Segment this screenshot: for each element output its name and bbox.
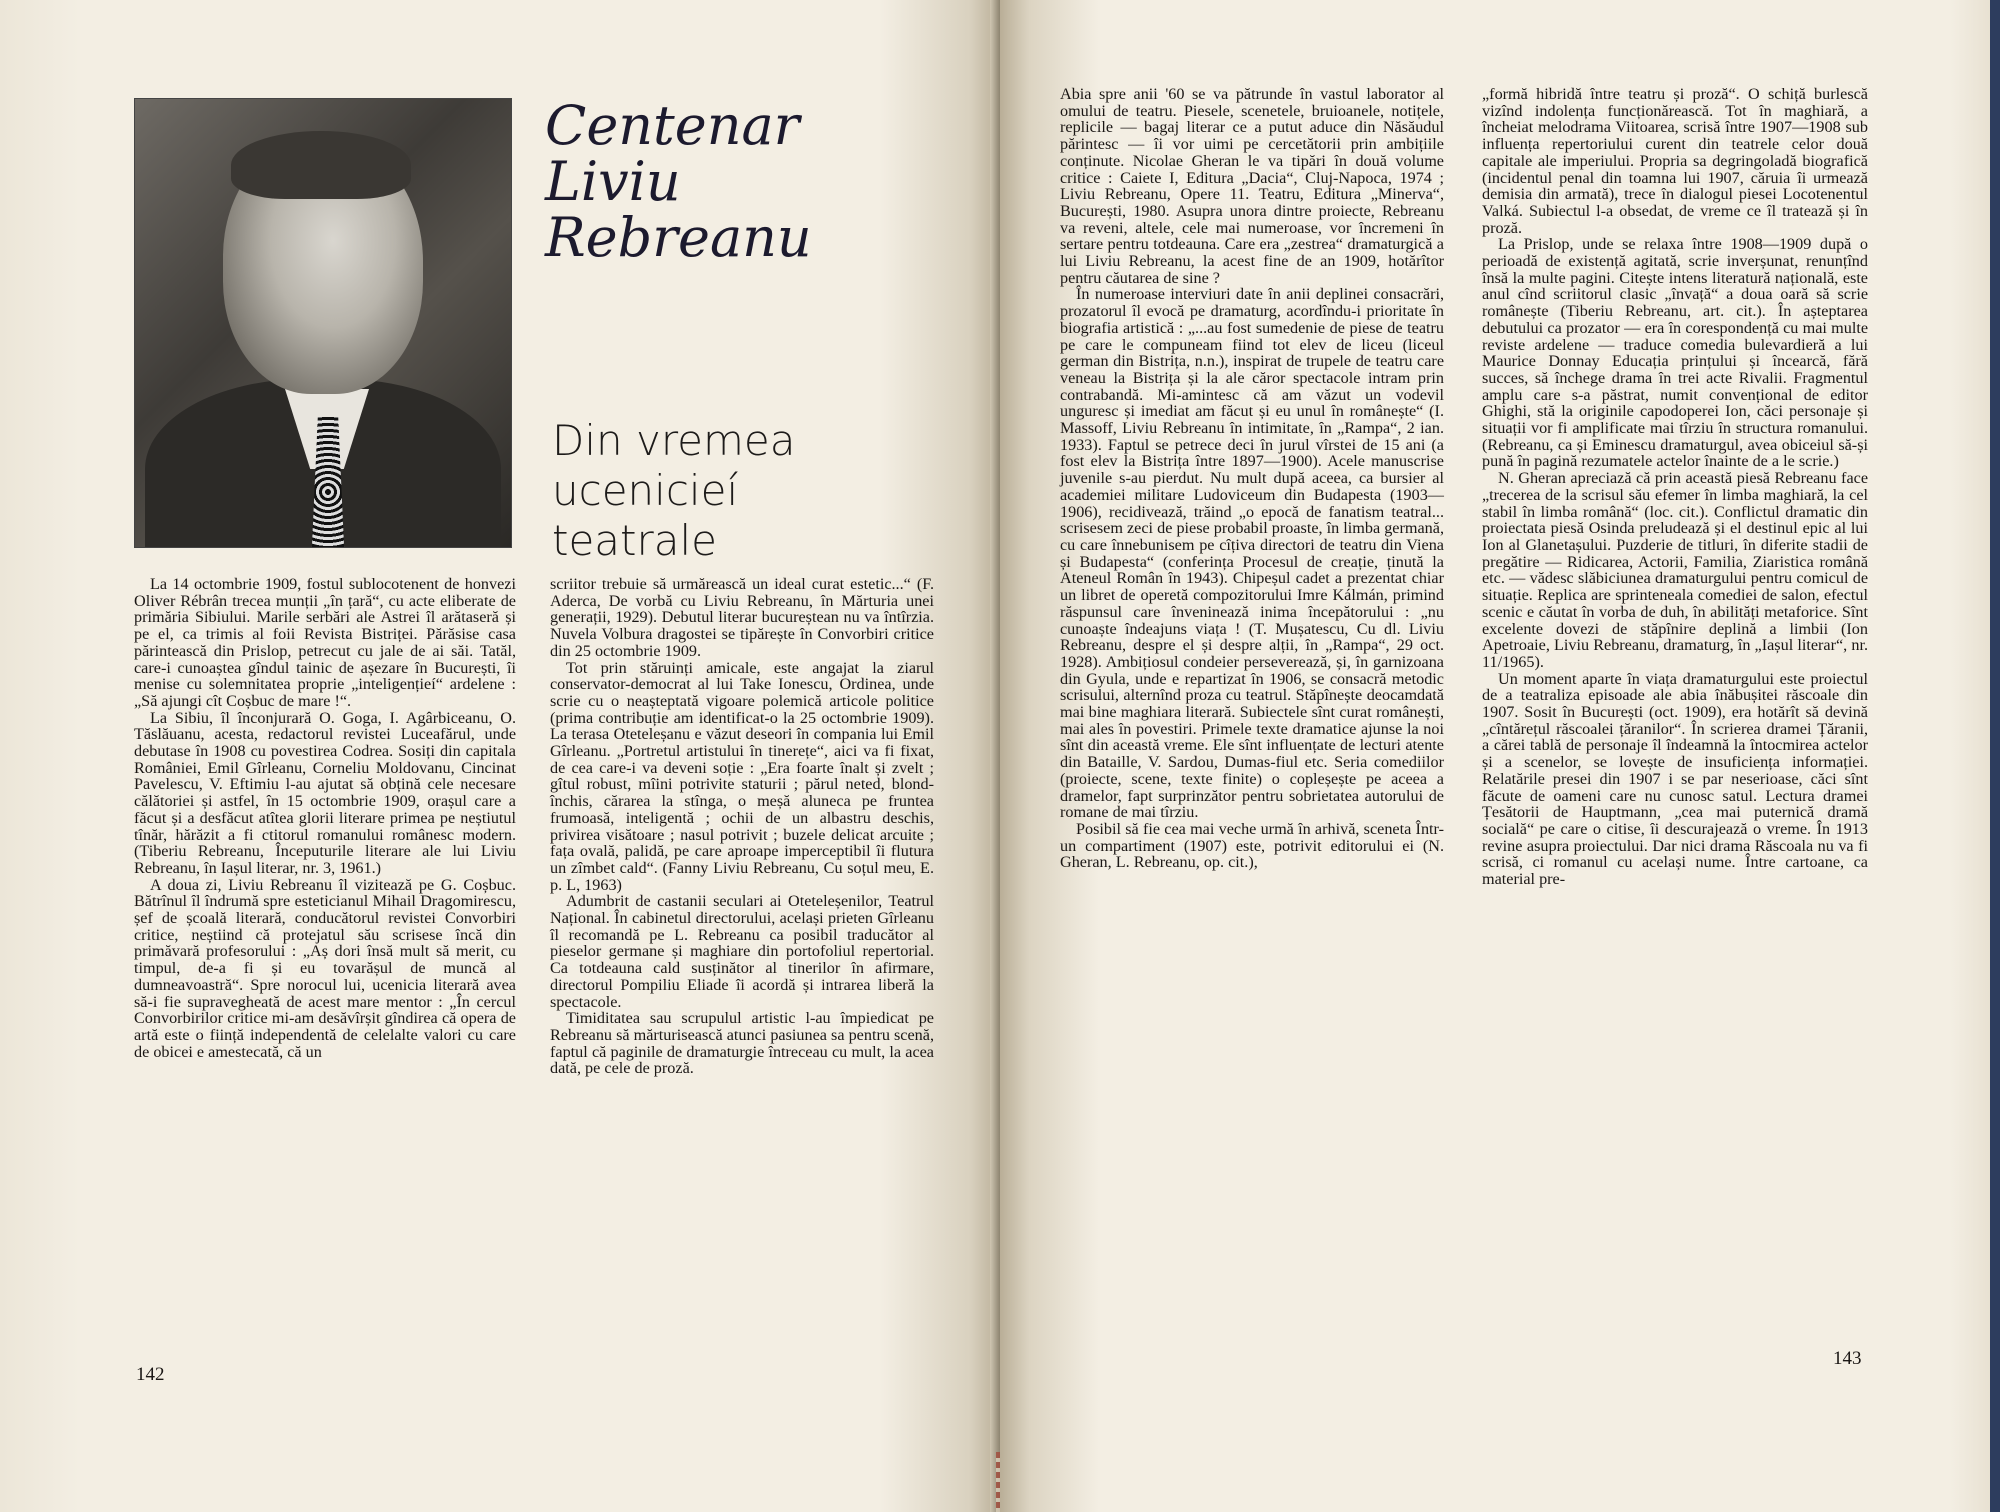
portrait-photo (134, 98, 512, 548)
right-page (1000, 0, 1990, 1512)
paragraph: La Sibiu, îl înconjurară O. Goga, I. Agârbiceanu, O. Tăslăuanu, acesta, redactorul revistei Luceafărul, unde debutase în 1908 cu povestirea Codrea. Sosiți din capitala României, Emil Gîrleanu, Corneliu Moldovanu, Cincinat Pavelescu, V. Eftimiu l-au ajutat să obțină cele necesare călătoriei și astfel, în 15 octombrie 1909, orașul care a făcut și a desfăcut atîtea glorii literare primea pe neștiutul tînăr, hărăzit a fi ctitorul romanului românesc modern. (Tiberiu Rebreanu, Începuturile literare ale lui Liviu Rebreanu, în Iașul literar, nr. 3, 1961.) (134, 708, 516, 877)
paragraph: scriitor trebuie să urmărească un ideal curat estetic...“ (F. Aderca, De vorbă cu Liviu Rebreanu, în Mărturia unei generații, 1929). Debutul literar bucureștean nu va întîrzia. Nuvela Volbura dragostei se tipărește în Convorbiri critice din 25 octombrie 1909. (550, 575, 934, 660)
title-line2: Liviu Rebreanu (545, 150, 812, 269)
paragraph: La Prislop, unde se relaxa între 1908—1909 după o perioadă de existență agitată, scrie inverșunat, renunțînd însă la multe pagini. Citește intens literatură națională, este anul cînd scriitorul clasic „învață“ a doua oară să scrie românește (Tiberiu Rebreanu, art. cit.). În așteptarea debutului ca prozator — era în corespondență cu mai multe reviste ardelene — traduce comedia bulevardieră a lui Maurice Donnay Educația prințului și încearcă, fără succes, să închege drama în trei acte Rivalii. Fragmentul amplu care s-a păstrat, numit convențional de editor Ghighi, stă la originile capodoperei Ion, căci personaje și situații vor fi amplificate mai tîrziu în structura romanului. (Rebreanu, ca și Eminescu dramaturgul, avea obiceiul să-și pună în pagină rezumatele actelor înainte de a le scrie.) (1482, 235, 1868, 471)
paragraph: Tot prin stăruinți amicale, este angajat la ziarul conservator-democrat al lui Take Ionescu, Ordinea, unde scrie cu o neașteptată vigoare polemică articole politice (prima contribuție am identificat-o la 25 octombrie 1909). La terasa Oteteleșanu e văzut deseori în compania lui Emil Gîrleanu. „Portretul artistului în tinerețe“, aici va fi fixat, de cea care-i va deveni soție : „Era foarte înalt și zvelt ; gîtul robust, mîini potrivite staturii ; părul neted, blond-închis, cărarea la stînga, o meșă aluneca pe fruntea frumoasă, inteligentă ; ochii de un albastru deschis, privirea visătoare ; nasul potrivit ; buzele delicat arcuite ; fața ovală, palidă, pe care aproape imperceptibil îi flutura un zîmbet cald“. (Fanny Liviu Rebreanu, Cu soțul meu, E. p. L, 1963) (550, 658, 934, 894)
page-number-right: 143 (1833, 1348, 1862, 1369)
column-4 (1482, 86, 1868, 888)
column-2 (550, 576, 934, 1077)
paragraph: Adumbrit de castanii seculari ai Oteteleșenilor, Teatrul Național. În cabinetul directorului, același prieten Gîrleanu îl recomandă pe L. Rebreanu ca posibil traducător al pieselor germane și maghiare din portofoliul repertorial. Ca totdeauna cald susținător al tinerilor în afirmare, directorul Pompiliu Eliade îi acordă și intrarea liberă la spectacole. (550, 892, 934, 1011)
script-title (545, 94, 925, 269)
paragraph: A doua zi, Liviu Rebreanu îl vizitează pe G. Coșbuc. Bătrînul îl îndrumă spre esteticianul Mihail Dragomirescu, șef de școală literară, conducătorul revistei Convorbiri critice, neștiind că protejatul său scrisese încă din primăvară profesorului : „Aș dori însă mult să merit, cu timpul, de-a fi și eu tovarășul de muncă al dumneavoastră“. Spre norocul lui, ucenicia literară avea să-i fie supravegheată de acest mare mentor : „În cercul Convorbirilor critice mi-am desăvîrșit gîndirea că opera de artă este o ființă independentă de celelalte valori cu care de obicei e amestecată, că un (134, 875, 516, 1061)
portrait-hair (231, 131, 411, 199)
paragraph: Abia spre anii '60 se va pătrunde în vastul laborator al omului de teatru. Piesele, scenetele, bruioanele, notițele, replicile — bagaj literar ce a putut aduce din Năsăudul părintesc — îi vor uimi pe cercetătorii prin ambițiile conținute. Nicolae Gheran le va tipări în două volume critice : Caiete I, Editura „Dacia“, Cluj-Napoca, 1974 ; Liviu Rebreanu, Opere 11. Teatru, Editura „Minerva“, București, 1980. Asupra unora dintre proiecte, Rebreanu va reveni, altele, cele mai numeroase, vor încremeni în sertare pentru totdeauna. Care era „zestrea“ dramaturgică a lui Liviu Rebreanu, la acest fine de an 1909, hotărîtor pentru căutarea de sine ? (1060, 85, 1444, 287)
paragraph: „formă hibridă între teatru și proză“. O schiță burlescă vizînd indolența funcționărească. Tot în maghiară, a încheiat melodrama Viitoarea, scrisă între 1907—1908 sub influența repertoriului curent din teatrele celor două capitale ale imperiului. Propria sa degringoladă biografică (incidentul penal din toamna lui 1907, căruia îi urmează demisia din armată), trece în dialogul piesei Locotenentul Valká. Subiectul l-a obsedat, de vreme ce îl tratează și în proză. (1482, 85, 1868, 237)
paragraph: La 14 octombrie 1909, fostul sublocotenent de honvezi Oliver Rébrân trecea munții „în țară“, cu acte eliberate de primăria Sibiului. Marile serbări ale Astrei îl arătaseră și pe el, ca trimis al foii Revista Bistriței. Părăsise casa părintească din Prislop, petrecut cu jale de ai săi. Tatăl, care-i cunoaștea gîndul tainic de așezare în București, îi menise cu solemnitatea proprie „inteligențieí“ ardelene : „Să ajungi cît Coșbuc de mare !“. (134, 575, 516, 710)
paragraph: Posibil să fie cea mai veche urmă în arhivă, sceneta Într-un compartiment (1907) este, potrivit editorului ei (N. Gheran, L. Rebreanu, op. cit.), (1060, 819, 1444, 872)
paragraph: Timiditatea sau scrupulul artistic l-au împiedicat pe Rebreanu să mărturisească atunci pasiunea sa pentru scenă, faptul că paginile de dramaturgie întreceau cu mult, la acea dată, pe cele de proză. (550, 1009, 934, 1078)
title-line1: Centenar (545, 94, 800, 157)
paragraph: Un moment aparte în viața dramaturgului este proiectul de a teatraliza episoade ale abia înăbușitei răscoale din 1907. Sosit în București (oct. 1909), era hotărît să devină „cîntărețul răscoalei țăranilor“. În scrierea dramei Țăranii, a cărei tablă de personaje îl îndeamnă la întocmirea actelor și a scenelor, se lovește de insuficiența informației. Relatările presei din 1907 i se par neserioase, căci sînt făcute de oameni care nu cunosc satul. Lectura dramei Țesătorii de Hauptmann, „cea mai puternică dramă socială“ pe care o citise, îi descurajează o vreme. În 1913 revine asupra proiectului. Dar nici drama Răscoala nu va fi scrisă, ci romanul cu același nume. Între cartoane, ca material pre- (1482, 669, 1868, 889)
column-1 (134, 576, 516, 1060)
article-headline: Din vremea ucenicieí teatrale (552, 416, 796, 565)
paragraph: În numeroase interviuri date în anii deplinei consacrări, prozatorul îl evocă pe dramaturg, acordîndu-i prioritate în biografia artistică : „...au fost sumedenie de piese de teatru pe care le compuneam fiind tot elev de liceu (liceul german din Bistrița, n.n.), inspirat de trupele de teatru care veneau la Bistrița și la ale căror spectacole intram prin contrabandă. Mi-amintesc că am văzut un vodevil unguresc și imediat am făcut și eu unul în românește“ (I. Massoff, Liviu Rebreanu în intimitate, în „Rampa“, 2 ian. 1933). Faptul se petrece deci în jurul vîrstei de 15 ani (a fost elev la Bistrița între 1897—1900). Acele manuscrise juvenile s-au pierdut. Nu mult după aceea, ca bursier al academiei militare Ludoviceum din Budapesta (1903—1906), recidivează, trăind „o epocă de fanatism teatral... scrisesem zeci de piese probabil proaste, în limba germană, cu care înnebunisem pe cîțiva directori de teatru din Viena și Budapesta“ (conferința Procesul de creație, ținută la Ateneul Român în 1943). Chipeșul cadet a prezentat chiar un libret de operetă compozitorului Imre Kálmán, primind răspunsul care înveninează inima începătorului : „nu cunoaște îndeajuns viața ! (T. Mușatescu, Cu dl. Liviu Rebreanu, despre el și despre alții, în „Rampa“, 29 oct. 1928). Ambițiosul condeier perseverează, și, în garnizoana din Gyula, unde e repartizat în 1906, se consacră metodic scrisului, alternînd proza cu teatrul. Stăpînește deocamdată mai bine maghiara literară. Subiectele sînt curat românești, mai ales în povestiri. Primele texte dramatice ajunse la noi sînt din această vreme. Ele sînt influențate de lecturi atente din Bataille, V. Sardou, Dumas-fiul etc. Seria comediilor (proiecte, scene, texte finite) o copleșește pe aceea a dramelor, fapt surprinzător pentru sobrietatea autorului de romane de mai tîrziu. (1060, 285, 1444, 822)
cover-edge (1990, 0, 2000, 1512)
paragraph: N. Gheran apreciază că prin această piesă Rebreanu face „trecerea de la scrisul său efemer în limba maghiară, la cel stabil în limba română“ (loc. cit.). Conflictul dramatic din proiectata piesă Osinda preludează și el destinul epic al lui Ion al Glanetașului. Puzderie de titluri, în diferite stadii de pregătire — Ridicarea, Actorii, Familia, Ziaristica română etc. — vădesc slăbiciunea dramaturgului pentru comicul de situație. Replica are sprinteneala comediei de salon, efectul scenic e căutat în vorba de duh, în abilități metaforice. Sînt excelente dovezi de stăpînire deplină a limbii (Ion Apetroaie, Liviu Rebreanu, dramaturg, în „Iașul literar“, nr. 11/1965). (1482, 469, 1868, 671)
page-number-left: 142 (136, 1364, 165, 1385)
column-3 (1060, 86, 1444, 871)
